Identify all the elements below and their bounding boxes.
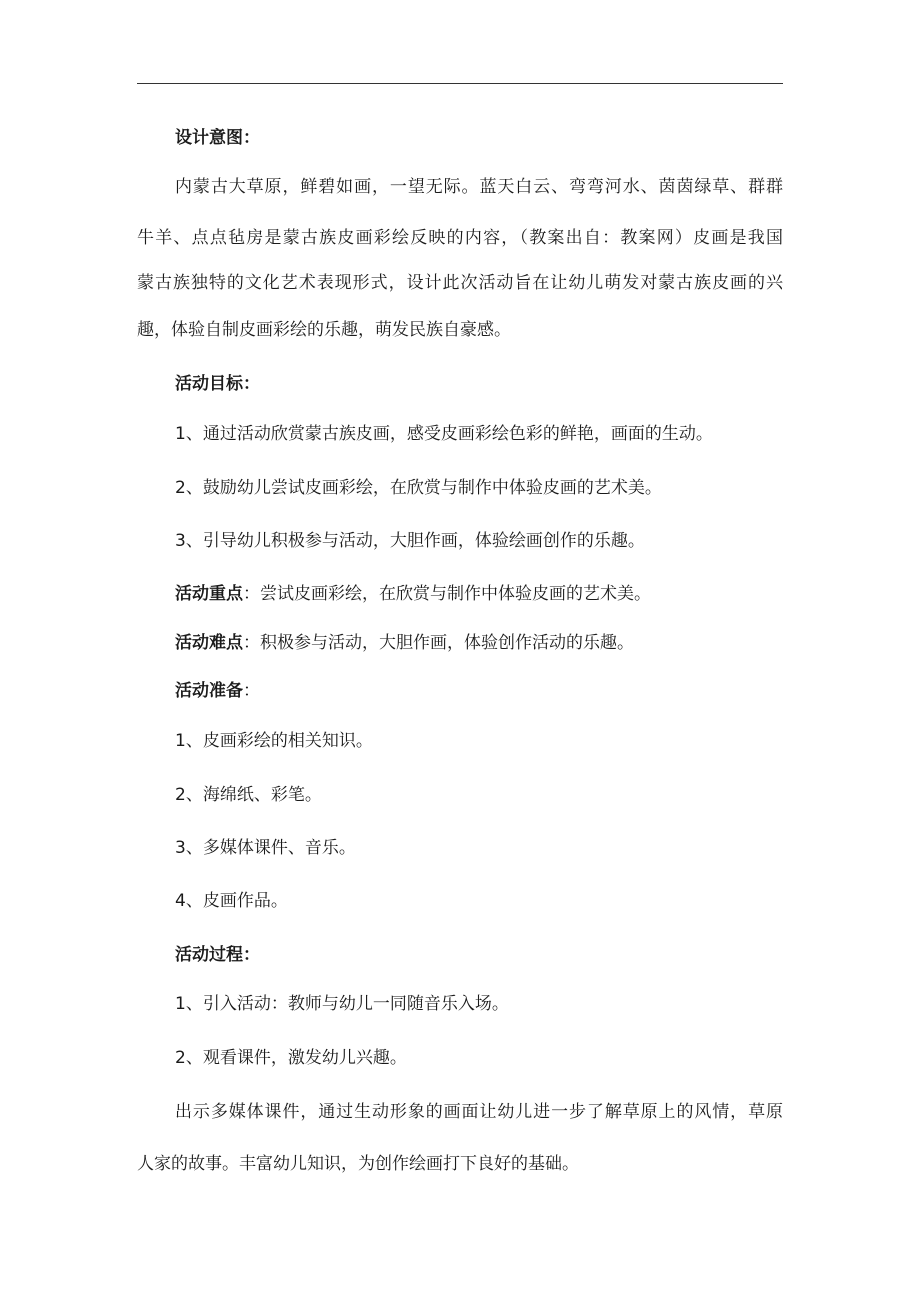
goal-item: 2、鼓励幼儿尝试皮画彩绘，在欣赏与制作中体验皮画的艺术美。 (175, 478, 662, 498)
process-paragraph-line-2: 人家的故事。丰富幼儿知识，为创作绘画打下良好的基础。 (137, 1154, 579, 1174)
preparation-label: 活动准备 (175, 681, 243, 701)
key-point-label: 活动重点 (175, 584, 243, 604)
process-heading: 活动过程： (175, 945, 260, 965)
process-paragraph-line-1: 出示多媒体课件，通过生动形象的画面让幼儿进一步了解草原上的风情，草原 (175, 1102, 783, 1122)
key-point-line (175, 582, 651, 606)
goal-item: 1、通过活动欣赏蒙古族皮画，感受皮画彩绘色彩的鲜艳，画面的生动。 (175, 424, 713, 444)
preparation-item: 4、皮画作品。 (175, 891, 288, 911)
process-item: 1、引入活动：教师与幼儿一同随音乐入场。 (175, 994, 509, 1014)
process-item: 2、观看课件，激发幼儿兴趣。 (175, 1048, 407, 1068)
preparation-item: 2、海绵纸、彩笔。 (175, 785, 322, 805)
key-point-text: ：尝试皮画彩绘，在欣赏与制作中体验皮画的艺术美。 (243, 584, 651, 604)
difficulty-text: ：积极参与活动，大胆作画，体验创作活动的乐趣。 (243, 633, 634, 653)
preparation-item: 3、多媒体课件、音乐。 (175, 838, 356, 858)
difficulty-label: 活动难点 (175, 633, 243, 653)
goals-heading: 活动目标： (175, 374, 260, 394)
difficulty-line (175, 631, 634, 655)
design-paragraph-line-4: 趣，体验自制皮画彩绘的乐趣，萌发民族自豪感。 (137, 320, 511, 340)
preparation-item: 1、皮画彩绘的相关知识。 (175, 731, 373, 751)
preparation-heading (175, 679, 260, 703)
preparation-colon: ： (243, 681, 260, 701)
goal-item: 3、引导幼儿积极参与活动，大胆作画，体验绘画创作的乐趣。 (175, 531, 645, 551)
design-paragraph-line-3: 蒙古族独特的文化艺术表现形式，设计此次活动旨在让幼儿萌发对蒙古族皮画的兴 (137, 273, 783, 293)
design-heading: 设计意图： (175, 128, 260, 148)
design-paragraph-line-1: 内蒙古大草原，鲜碧如画，一望无际。蓝天白云、弯弯河水、茵茵绿草、群群 (175, 177, 783, 197)
design-paragraph-line-2: 牛羊、点点毡房是蒙古族皮画彩绘反映的内容，（教案出自：教案网）皮画是我国 (137, 228, 783, 248)
header-rule (137, 83, 783, 84)
